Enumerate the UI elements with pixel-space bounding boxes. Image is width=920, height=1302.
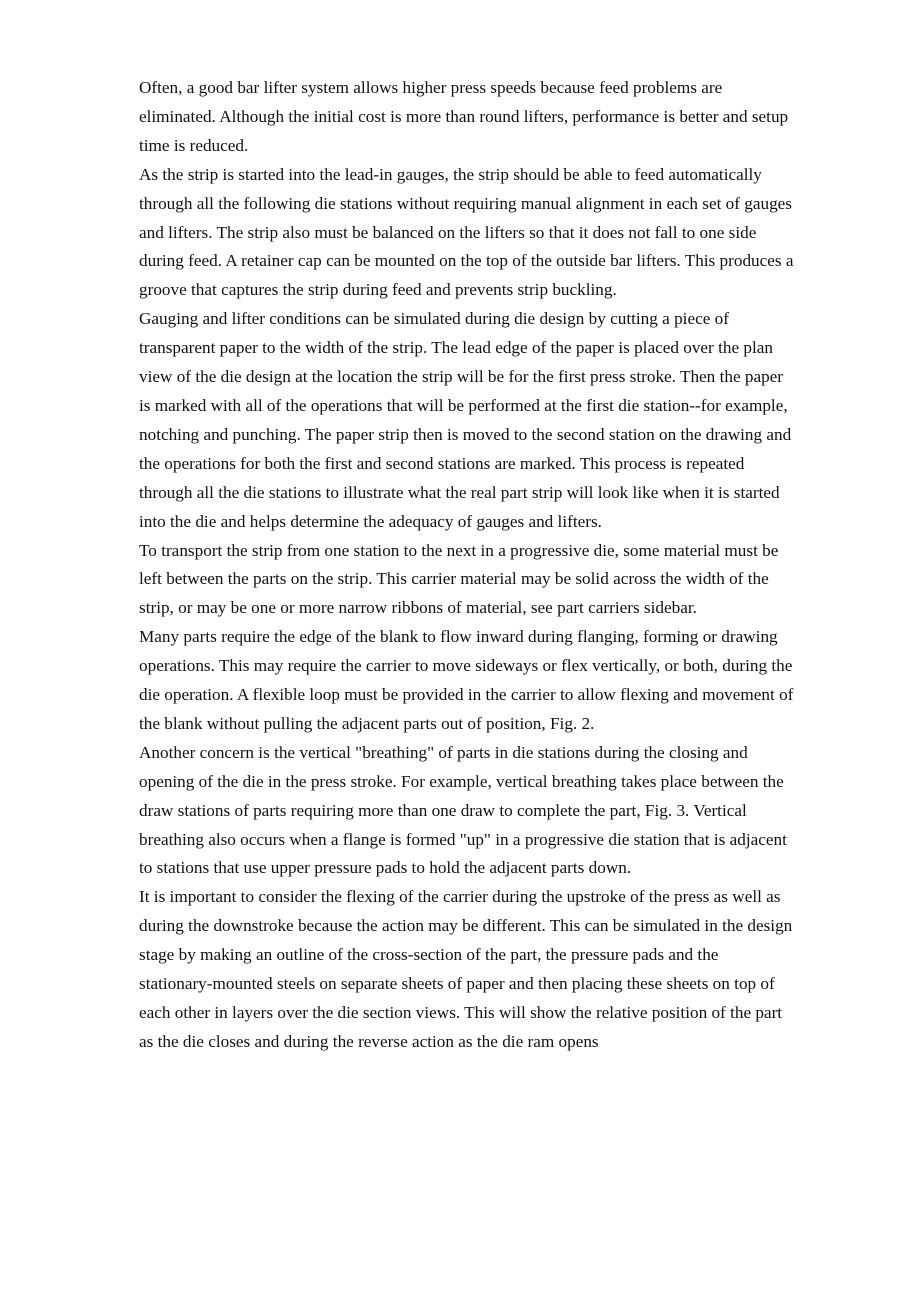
paragraph-gauging-simulation: Gauging and lifter conditions can be simulated during die design by cutting a piece of transparent paper to the width of the strip. The lead edge of the paper is placed over the plan view of the die design at the location the strip will be for the first press stroke. Then the paper is marked with all of the operations that will be performed at the first die station--for example, notching and punching. The paper strip then is moved to the second station on the drawing and the operations for both the first and second stations are marked. This process is repeated through all the die stations to illustrate what the real part strip will look like when it is started into the die and helps determine the adequacy of gauges and lifters. xyxy=(139,309,792,531)
paragraph-vertical-breathing: Another concern is the vertical "breathing" of parts in die stations during the closing and opening of the die in the press stroke. For example, vertical breathing takes place between the draw stations of parts requiring more than one draw to complete the part, Fig. 3. Vertical breathing also occurs when a flange is formed "up" in a progressive die station that is adjacent to stations that use upper pressure pads to hold the adjacent parts down. xyxy=(139,742,787,878)
paragraph-carrier-flexing: It is important to consider the flexing of the carrier during the upstroke of the press as well as during the downstroke because the action may be different. This can be simulated in the design stage by making an outline of the cross-section of the part, the pressure pads and the stationary-mounted steels on separate sheets of paper and then placing these sheets on top of each other in layers over the die section views. This will show the relative position of the part as the die closes and during the reverse action as the die ram opens xyxy=(139,887,793,1051)
paragraph-carrier-material: To transport the strip from one station to the next in a progressive die, some material must be left between the parts on the strip. This carrier material may be solid across the width of the strip, or may be one or more narrow ribbons of material, see part carriers sidebar. xyxy=(139,540,779,618)
document-body xyxy=(139,74,794,1057)
paragraph-flexible-loop: Many parts require the edge of the blank to flow inward during flanging, forming or drawing operations. This may require the carrier to move sideways or flex vertically, or both, during the die operation. A flexible loop must be provided in the carrier to allow flexing and movement of the blank without pulling the adjacent parts out of position, Fig. 2. xyxy=(139,627,794,733)
paragraph-lead-in-gauges: As the strip is started into the lead-in gauges, the strip should be able to feed automatically through all the following die stations without requiring manual alignment in each set of gauges and lifters. The strip also must be balanced on the lifters so that it does not fall to one side during feed. A retainer cap can be mounted on the top of the outside bar lifters. This produces a groove that captures the strip during feed and prevents strip buckling. xyxy=(139,164,794,300)
paragraph-bar-lifter: Often, a good bar lifter system allows higher press speeds because feed problems are eliminated. Although the initial cost is more than round lifters, performance is better and setup time is reduced. xyxy=(139,78,789,155)
